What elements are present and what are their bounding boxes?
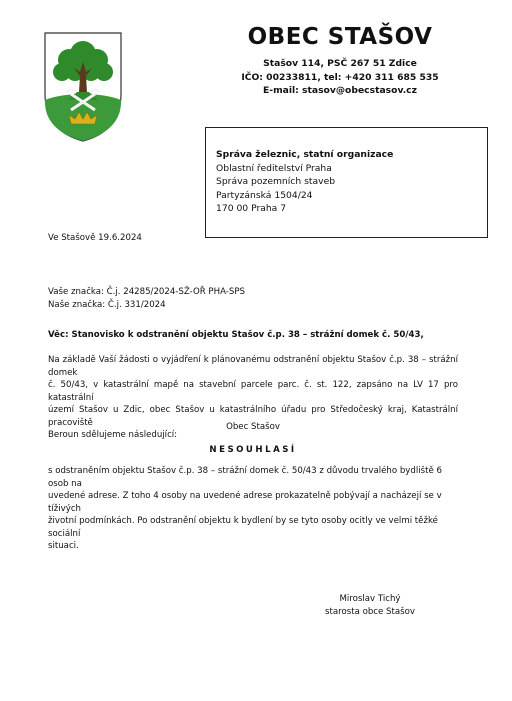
municipality-address: Stašov 114, PSČ 267 51 Zdice [263,58,417,69]
letter-subject: Věc: Stanovisko k odstranění objektu Stašov č.p. 38 – strážní domek č. 50/43, [48,330,424,340]
coat-of-arms-emblem [44,32,122,142]
signatory-name: Miroslav Tichý [339,594,401,604]
paragraph-line: Na základě Vaší žádosti o vyjádření k plánovanému odstranění objektu Stašov č.p. 38 – strážní domek [48,355,458,378]
paragraph-line: životní podmínkách. Po odstranění objektu k bydlení by se tyto osoby ocitly ve velmi těžké sociální [48,516,438,539]
reference-numbers [48,286,245,311]
municipality-email: E-mail: stasov@obecstasov.cz [263,85,417,96]
decision-statement: NESOUHLASÍ [209,445,297,455]
body-paragraph-2 [48,465,458,553]
paragraph-line: situaci. [48,541,79,551]
paragraph-line: uvedené adrese. Z toho 4 osoby na uvedené adrese prokazatelně pobývají a nacházejí se v tíživých [48,491,442,514]
municipality-ico-tel: IČO: 00233811, tel: +420 311 685 535 [241,71,439,83]
recipient-line: Partyzánská 1504/24 [216,189,313,201]
signatory-role: starosta obce Stašov [325,606,415,617]
municipality-title: OBEC STAŠOV [247,24,433,50]
paragraph-line: Beroun sdělujeme následující: [48,430,178,440]
paragraph-line: území Stašov u Zdic, obec Stašov u katastrálního úřadu pro Středočeský kraj, Katastrální pracoviště [48,405,458,428]
recipient-line: 170 00 Praha 7 [216,203,287,214]
your-reference: Vaše značka: Č.j. 24285/2024-SŽ-OŘ PHA-SPS [48,287,245,297]
letterhead [200,24,480,98]
letter-date: Ve Stašově 19.6.2024 [48,233,142,243]
paragraph-line: s odstraněním objektu Stašov č.p. 38 – strážní domek č. 50/43 z důvodu trvalého bydliště 6 osob na [48,466,442,489]
recipient-line: Správa pozemních staveb [216,176,336,187]
our-reference: Naše značka: Č.j. 331/2024 [48,299,166,310]
paragraph-line: č. 50/43, v katastrální mapě na stavební parcele parc. č. st. 122, zapsáno na LV 17 pro katastrální [48,380,458,403]
recipient-address-box [205,127,488,238]
municipality-name-centered: Obec Stašov [226,422,280,432]
recipient-line: Oblastní ředitelství Praha [216,162,332,174]
signature-block [320,593,420,618]
recipient-line: Správa železnic, statní organizace [216,149,394,160]
